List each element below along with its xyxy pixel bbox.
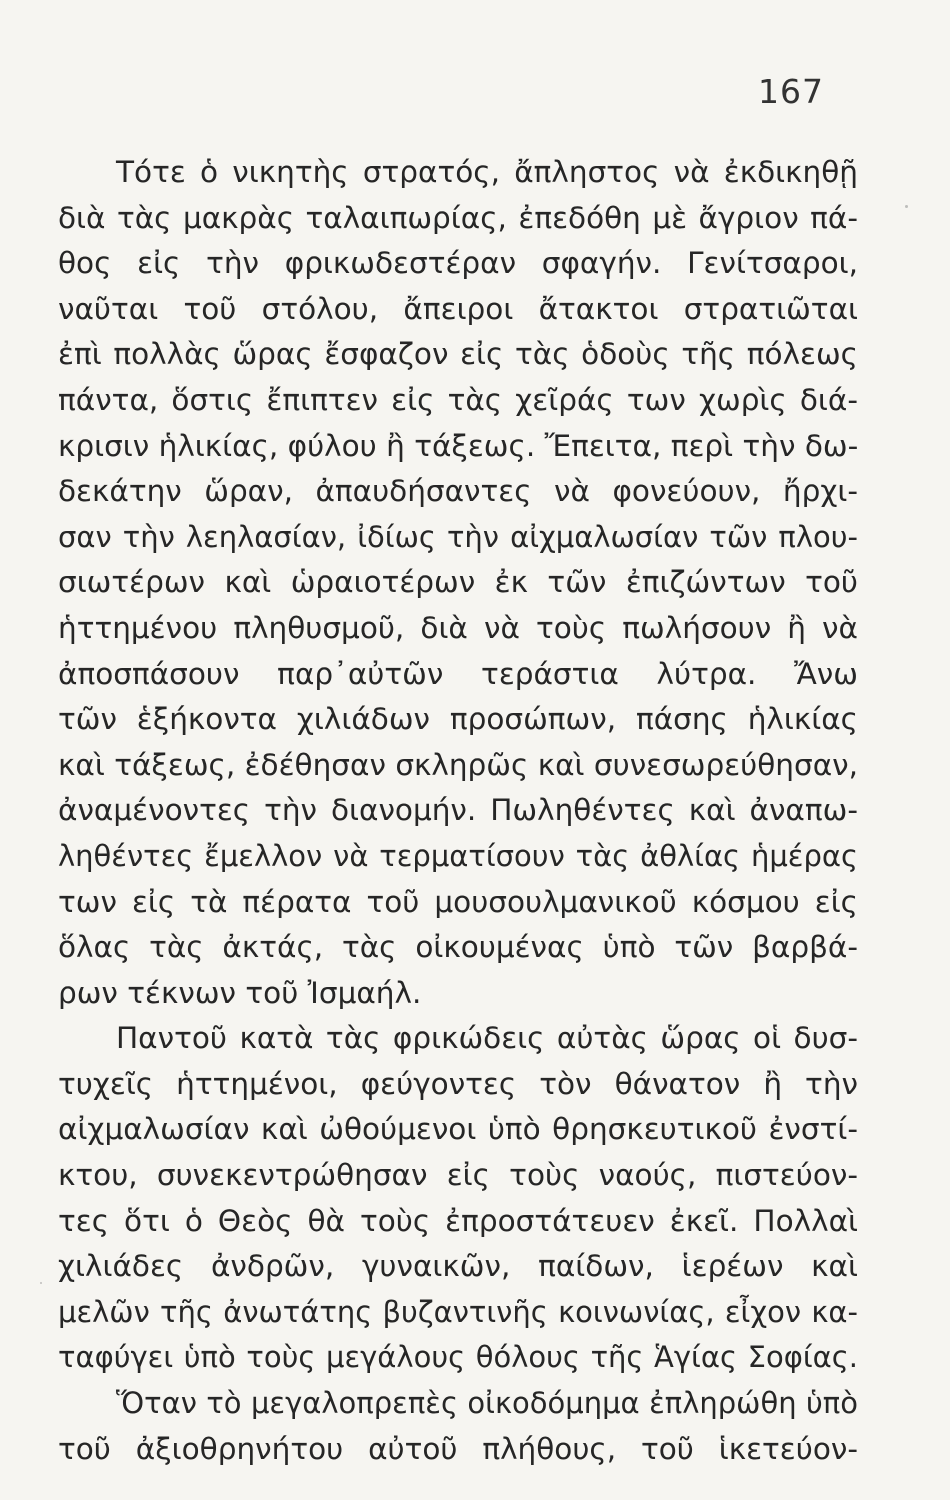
text-line: αἰχμαλωσίαν καὶ ὠθούμενοι ὑπὸ θρησκευτικοῦ ἐνστί- [58, 1112, 858, 1147]
text-line: τες ὅτι ὁ Θεὸς θὰ τοὺς ἐπροστάτευεν ἐκεῖ. Πολλαὶ [58, 1203, 858, 1238]
text-line: τοῦ ἀξιοθρηνήτου αὐτοῦ πλήθους, τοῦ ἱκετεύον- [58, 1431, 858, 1466]
scan-speck [905, 205, 908, 208]
text-line: Τότε ὁ νικητὴς στρατός, ἄπληστος νὰ ἐκδικηθῇ [116, 155, 858, 189]
body-text [58, 150, 858, 1472]
text-line: τυχεῖς ἡττημένοι, φεύγοντες τὸν θάνατον ἢ τὴν [58, 1066, 858, 1101]
text-line: διὰ τὰς μακρὰς ταλαιπωρίας, ἐπεδόθη μὲ ἄγριον πά- [58, 200, 858, 235]
text-line: ναῦται τοῦ στόλου, ἄπειροι ἄτακτοι στρατιῶται [58, 291, 858, 326]
text-line: σαν τὴν λεηλασίαν, ἰδίως τὴν αἰχμαλωσίαν τῶν πλου- [58, 519, 858, 554]
text-line: τῶν ἑξήκοντα χιλιάδων προσώπων, πάσης ἡλικίας [58, 702, 858, 737]
text-line: Παντοῦ κατὰ τὰς φρικώδεις αὐτὰς ὥρας οἱ δυσ- [116, 1021, 858, 1056]
text-line: των εἰς τὰ πέρατα τοῦ μουσουλμανικοῦ κόσμου εἰς [58, 884, 858, 919]
scan-speck [40, 1282, 42, 1284]
text-line: σιωτέρων καὶ ὡραιοτέρων ἐκ τῶν ἐπιζώντων τοῦ [58, 565, 858, 600]
text-line: ἐπὶ πολλὰς ὥρας ἔσφαζον εἰς τὰς ὁδοὺς τῆς πόλεως [58, 337, 858, 372]
text-line: ληθέντες ἔμελλον νὰ τερματίσουν τὰς ἀθλίας ἡμέρας [58, 838, 858, 873]
text-line: Ὅταν τὸ μεγαλοπρεπὲς οἰκοδόμημα ἐπληρώθη ὑπὸ [116, 1386, 858, 1421]
text-line: ταφύγει ὑπὸ τοὺς μεγάλους θόλους τῆς Ἁγίας Σοφίας. [58, 1340, 858, 1375]
page-number: 167 [758, 72, 824, 111]
text-line: θος εἰς τὴν φρικωδεστέραν σφαγήν. Γενίτσαροι, [58, 246, 858, 281]
text-line: ὅλας τὰς ἀκτάς, τὰς οἰκουμένας ὑπὸ τῶν βαρβά- [58, 930, 858, 965]
text-line: χιλιάδες ἀνδρῶν, γυναικῶν, παίδων, ἱερέων καὶ [58, 1249, 858, 1284]
text-line: ἡττημένου πληθυσμοῦ, διὰ νὰ τοὺς πωλήσουν ἢ νὰ [58, 610, 858, 645]
text-line: ἀναμένοντες τὴν διανομήν. Πωληθέντες καὶ ἀναπω- [58, 793, 858, 828]
text-line: δεκάτην ὥραν, ἀπαυδήσαντες νὰ φονεύουν, ἤρχι- [58, 474, 858, 509]
text-line: καὶ τάξεως, ἐδέθησαν σκληρῶς καὶ συνεσωρεύθησαν, [58, 747, 858, 782]
text-line: ἀποσπάσουν παρ᾿αὐτῶν τεράστια λύτρα. Ἄνω [58, 656, 858, 691]
text-line: κτου, συνεκεντρώθησαν εἰς τοὺς ναούς, πιστεύον- [58, 1158, 858, 1193]
text-line: ρων τέκνων τοῦ Ἰσμαήλ. [58, 975, 422, 1010]
text-line: κρισιν ἡλικίας, φύλου ἢ τάξεως. Ἔπειτα, περὶ τὴν δω- [58, 428, 859, 463]
text-line: πάντα, ὅστις ἔπιπτεν εἰς τὰς χεῖράς των χωρὶς διά- [58, 382, 858, 417]
text-line: μελῶν τῆς ἀνωτάτης βυζαντινῆς κοινωνίας, εἶχον κα- [58, 1294, 858, 1329]
